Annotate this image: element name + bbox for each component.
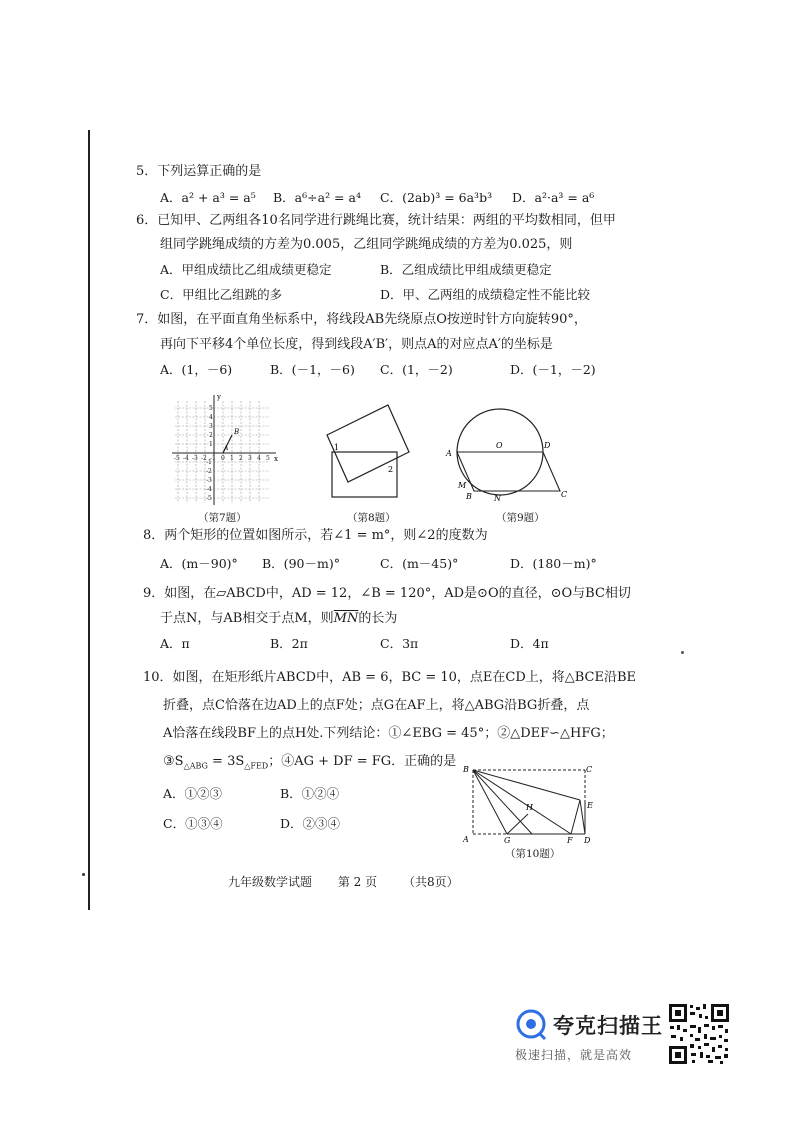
q9-option-c: C．3π <box>380 636 419 651</box>
y-tick-label: 3 <box>209 423 213 430</box>
q6-option-b: B．乙组成绩比甲组成绩更稳定 <box>380 262 552 277</box>
figure-10-folded-rectangle <box>460 762 600 844</box>
x-tick-label: -3 <box>192 455 198 462</box>
q10-line4-post: ；④AG + DF = FG．正确的是 <box>268 754 457 769</box>
y-tick-label: -3 <box>206 477 212 484</box>
q7-option-d: D．(－1，－2) <box>510 362 596 377</box>
q5-option-d: D．a²·a³ = a⁶ <box>512 190 595 205</box>
q6-option-d: D．甲、乙两组的成绩稳定性不能比较 <box>380 287 591 302</box>
q8-option-a: A．(m－90)° <box>160 556 238 571</box>
figure-8-two-rectangles <box>322 400 412 500</box>
footer-page-number: 第 2 页 <box>337 875 378 889</box>
figure-7-coordinate-grid <box>170 393 280 513</box>
q10-line1: 10．如图，在矩形纸片ABCD中，AB = 6，BC = 10，点E在CD上，将△BCE沿BE <box>143 670 637 685</box>
x-tick-label: -2 <box>201 455 207 462</box>
scan-dot <box>82 873 85 876</box>
qr-code-icon <box>668 1003 730 1065</box>
q9-arc-mn: $\overline{MN}$ <box>333 611 359 626</box>
y-tick-label: -1 <box>206 459 212 466</box>
point-d-label: D <box>584 836 591 845</box>
q7-option-a: A．(1，－6) <box>160 362 233 377</box>
point-n-label: N <box>494 494 501 503</box>
q9-option-d: D．4π <box>510 636 549 651</box>
point-c-label: C <box>586 765 593 774</box>
x-tick-label: 3 <box>248 455 252 462</box>
x-tick-label: 4 <box>257 455 261 462</box>
point-f-label: F <box>567 836 573 845</box>
q9-line2 <box>160 611 397 627</box>
q10-option-d: D．②③④ <box>280 816 341 831</box>
x-tick-label: 2 <box>239 455 243 462</box>
point-m-label: M <box>458 481 467 490</box>
binding-margin-line <box>88 130 90 910</box>
angle-1-label: 1 <box>334 443 340 452</box>
y-tick-label: 1 <box>209 441 213 448</box>
x-tick-label: 0 <box>221 455 225 462</box>
y-tick-label: 2 <box>209 432 213 439</box>
point-e-label: E <box>587 801 593 810</box>
q10-line4-sub2: △FED <box>244 761 269 771</box>
point-o-label: O <box>496 441 503 450</box>
figure-9-caption: （第9题） <box>496 512 545 524</box>
point-c-label: C <box>561 490 568 499</box>
q8-stem: 8．两个矩形的位置如图所示，若∠1 = m°，则∠2的度数为 <box>143 528 488 543</box>
q10-line4-pre: ③S <box>163 754 184 769</box>
q8-option-d: D．(180－m)° <box>510 556 597 571</box>
q5-option-c: C．(2ab)³ = 6a³b³ <box>380 190 493 205</box>
q10-line3: A恰落在线段BF上的点H处.下列结论：①∠EBG = 45°；②△DEF∽△HFG； <box>163 726 614 741</box>
y-axis-label: y <box>217 393 221 401</box>
page-footer <box>228 873 481 890</box>
y-tick-label: 5 <box>209 405 213 412</box>
q5-option-a: A．a² + a³ = a⁵ <box>160 190 256 205</box>
scan-dot <box>681 651 684 654</box>
q9-line2-pre: 于点N，与AB相交于点M，则 <box>160 611 334 626</box>
point-a-label: A <box>463 835 469 844</box>
point-h-label: H <box>526 803 533 812</box>
x-tick-label: -5 <box>174 455 180 462</box>
q6-option-a: A．甲组成绩比乙组成绩更稳定 <box>160 262 332 277</box>
y-tick-label: -4 <box>206 486 212 493</box>
point-b-label: B <box>463 765 469 774</box>
x-axis-label: x <box>274 455 278 463</box>
q9-option-b: B．2π <box>270 636 308 651</box>
q7-line1: 7．如图，在平面直角坐标系中，将线段AB先绕原点O按逆时针方向旋转90°， <box>136 312 587 327</box>
q5-stem: 5．下列运算正确的是 <box>136 164 262 179</box>
scanner-slogan: 极速扫描，就是高效 <box>515 1048 633 1062</box>
figure-9-circle-parallelogram <box>442 396 582 508</box>
q8-option-b: B．(90－m)° <box>262 556 340 571</box>
q10-line2: 折叠，点C恰落在边AD上的点F处；点G在AF上，将△ABG沿BG折叠，点 <box>163 698 590 713</box>
q10-line4-sub1: △ABG <box>183 761 208 771</box>
q9-line2-post: 的长为 <box>358 611 398 626</box>
q10-option-c: C．①③④ <box>163 816 223 831</box>
figure-8-caption: （第8题） <box>347 512 396 524</box>
q9-line1: 9．如图，在▱ABCD中，AD = 12，∠B = 120°，AD是⊙O的直径，⊙O与BC相切 <box>143 586 631 601</box>
x-tick-label: -4 <box>183 455 189 462</box>
q10-line4-mid: = 3S <box>207 754 245 769</box>
point-a-label: A <box>446 449 452 458</box>
q6-option-c: C．甲组比乙组跳的多 <box>160 287 283 302</box>
point-d-label: D <box>544 441 551 450</box>
q7-line2: 再向下平移4个单位长度，得到线段A′B′，则点A的对应点A′的坐标是 <box>160 337 553 352</box>
q5-option-b: B．a⁶÷a² = a⁴ <box>273 190 361 205</box>
footer-total-pages: （共8页） <box>402 875 459 889</box>
figure-10-caption: （第10题） <box>505 848 561 860</box>
x-tick-label: 1 <box>230 455 234 462</box>
q6-line2: 组同学跳绳成绩的方差为0.005，乙组同学跳绳成绩的方差为0.025，则 <box>160 237 573 252</box>
point-b-label: B <box>234 428 240 436</box>
point-a-label: A <box>224 445 229 452</box>
x-tick-label: 5 <box>266 455 270 462</box>
point-b-label: B <box>466 492 472 501</box>
x-tick-label: -1 <box>210 455 216 462</box>
q9-option-a: A．π <box>160 636 190 651</box>
y-tick-label: 4 <box>209 414 213 421</box>
figure-7-caption: （第7题） <box>198 512 247 524</box>
q8-option-c: C．(m－45)° <box>380 556 459 571</box>
q10-option-b: B．①②④ <box>280 786 340 801</box>
angle-2-label: 2 <box>388 465 394 474</box>
y-tick-label: -5 <box>206 495 212 502</box>
q7-option-c: C．(1，－2) <box>380 362 453 377</box>
q6-line1: 6．已知甲、乙两组各10名同学进行跳绳比赛，统计结果：两组的平均数相同，但甲 <box>136 213 616 228</box>
y-tick-label: -2 <box>206 468 212 475</box>
point-g-label: G <box>504 836 511 845</box>
q10-option-a: A．①②③ <box>163 786 223 801</box>
scanner-watermark <box>515 1006 665 1066</box>
footer-subject: 九年级数学试题 <box>228 875 313 889</box>
q7-option-b: B．(－1，－6) <box>270 362 355 377</box>
scanner-brand-name: 夸克扫描王 <box>553 1014 663 1038</box>
q10-line4 <box>163 754 456 775</box>
scanner-logo-icon <box>515 1008 547 1040</box>
